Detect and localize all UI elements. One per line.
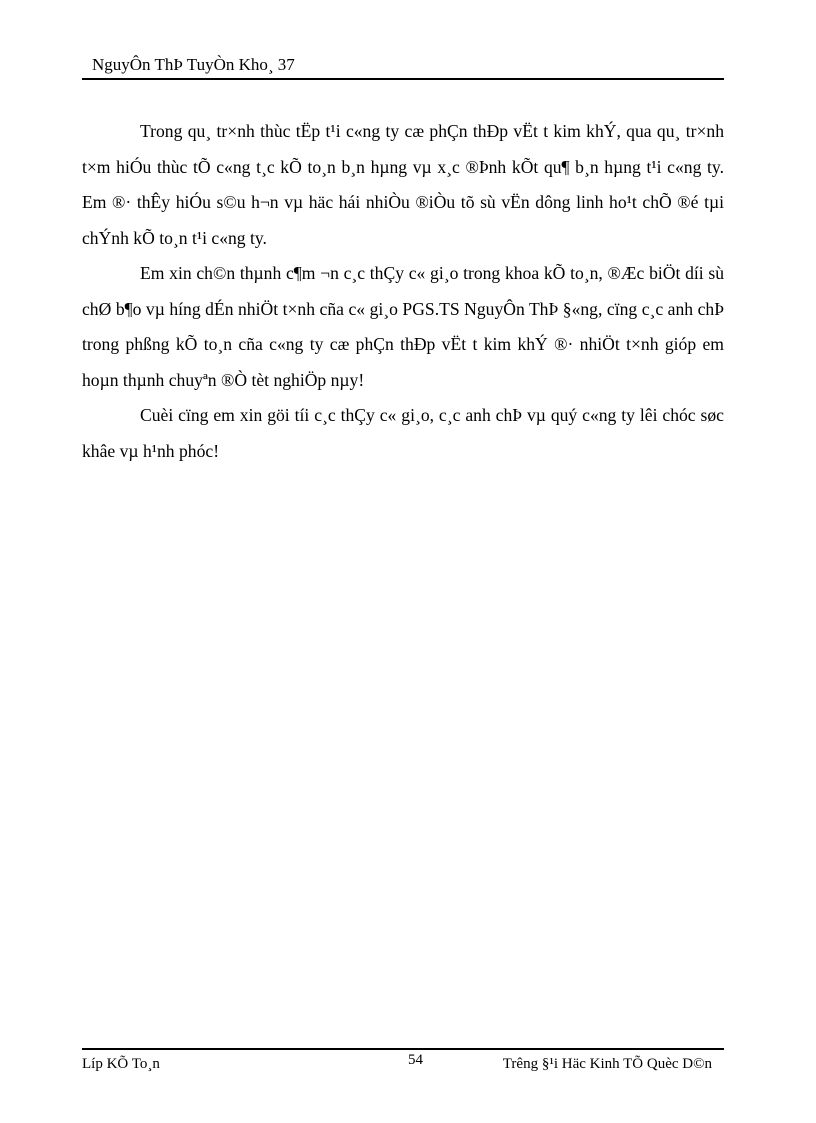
paragraph-closing: Cuèi cïng em xin göi tíi c¸c thÇy c« gi¸o, c¸c anh chÞ vµ quý c«ng ty lêi chóc søc khâe vµ h¹nh phóc!: [82, 405, 724, 461]
page-footer: [82, 1048, 724, 1078]
footer-university: Trêng §¹i Häc Kinh TÕ Quèc D©n: [502, 1056, 712, 1072]
footer-class-name: Líp KÕ To¸n: [82, 1056, 160, 1072]
paragraph-internship: Trong qu¸ tr×nh thùc tËp t¹i c«ng ty cæ phÇn thÐp vËt t kim khÝ, qua qu¸ tr×nh t×m hiÓu thùc tÕ c«ng t¸c kÕ to¸n b¸n hµng vµ x¸c ®Þnh kÕt qu¶ b¸n hµng t¹i c«ng ty. Em ®· thÊy hiÓu s©u h¬n vµ häc hái nhiÒu ®iÒu tõ sù vËn dông linh ho¹t chÕ ®é tµi chÝnh kÕ to¸n t¹i c«ng ty.: [82, 121, 724, 248]
document-body: [82, 114, 724, 469]
page-number: 54: [408, 1052, 423, 1068]
paragraph-thanks: Em xin ch©n thµnh c¶m ¬n c¸c thÇy c« gi¸o trong khoa kÕ to¸n, ®Æc biÖt díi sù chØ b¶o vµ híng dÉn nhiÖt t×nh cña c« gi¸o PGS.TS NguyÔn ThÞ §«ng, cïng c¸c anh chÞ trong phßng kÕ to¸n cña c«ng ty cæ phÇn thÐp vËt t kim khÝ ®· nhiÖt t×nh gióp em hoµn thµnh chuyªn ®Ò tèt nghiÖp nµy!: [82, 263, 724, 390]
header-author-course: NguyÔn ThÞ TuyÒn Kho¸ 37: [92, 55, 295, 74]
page-header: [82, 54, 724, 80]
